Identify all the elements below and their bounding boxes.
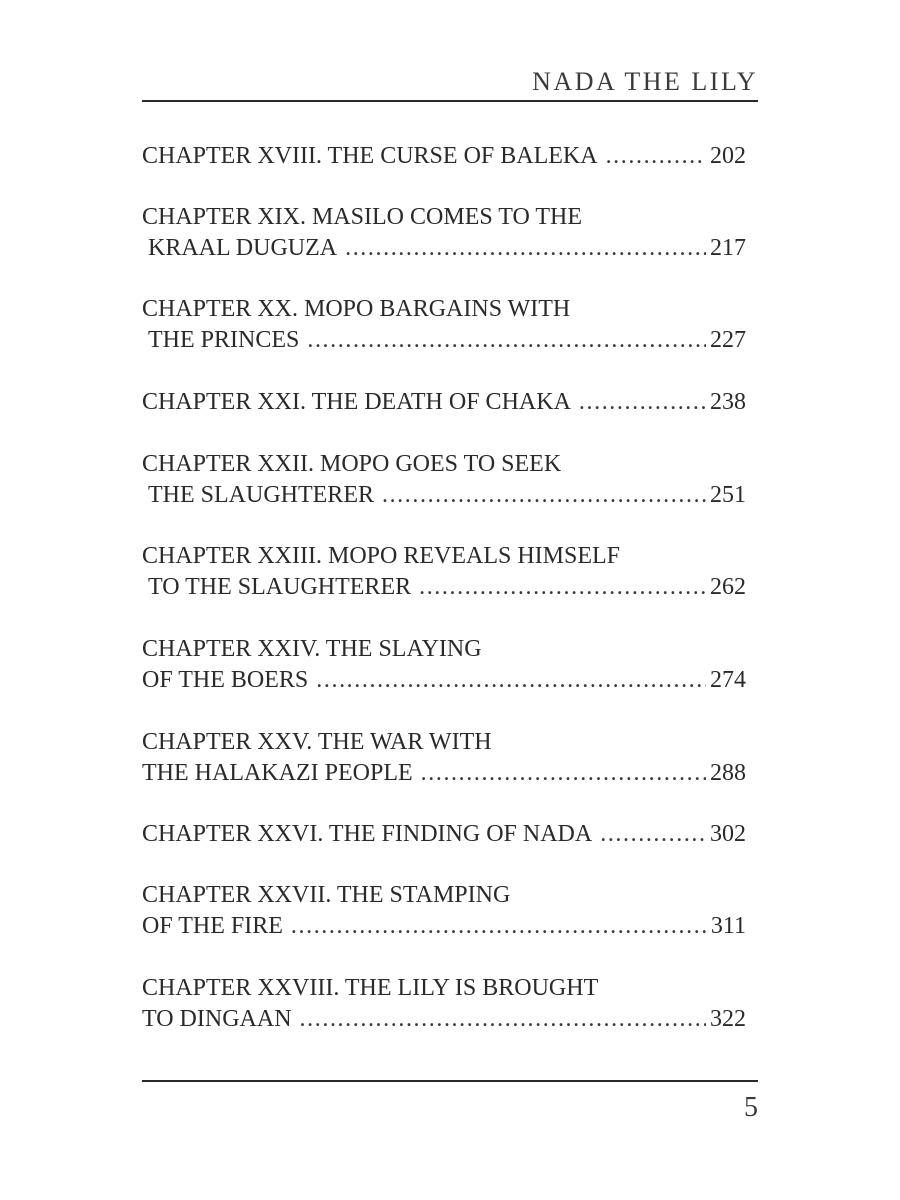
toc-entry <box>142 387 746 418</box>
page-number: 202 <box>710 143 746 169</box>
dot-leader <box>600 819 706 850</box>
dot-leader <box>345 233 706 264</box>
toc-line <box>142 202 746 233</box>
toc-line <box>142 449 746 480</box>
chapter-title-continuation: THE HALAKAZI PEOPLE <box>142 760 413 786</box>
toc-entry <box>142 541 746 603</box>
chapter-title-continuation: THE SLAUGHTERER <box>148 482 374 508</box>
page-number: 238 <box>710 389 746 415</box>
toc-entry <box>142 727 746 789</box>
running-head: NADA THE LILY <box>532 67 758 96</box>
chapter-title: CHAPTER XXI. THE DEATH OF CHAKA <box>142 389 571 415</box>
page-number: 302 <box>710 821 746 847</box>
toc-line <box>142 233 746 264</box>
chapter-title-continuation: OF THE BOERS <box>142 667 309 693</box>
chapter-title-continuation: TO DINGAAN <box>142 1006 292 1032</box>
chapter-title-continuation: OF THE FIRE <box>142 913 283 939</box>
chapter-title: CHAPTER XXII. MOPO GOES TO SEEK <box>142 451 562 477</box>
toc-entry <box>142 294 746 356</box>
page-number: 274 <box>710 667 746 693</box>
toc-line <box>142 665 746 696</box>
dot-leader <box>579 387 706 418</box>
toc-line <box>142 911 746 942</box>
dot-leader <box>291 911 707 942</box>
toc-entry <box>142 819 746 850</box>
chapter-title: CHAPTER XXVI. THE FINDING OF NADA <box>142 821 593 847</box>
toc-line <box>142 727 746 758</box>
page-number: 311 <box>710 913 746 939</box>
toc-line <box>142 973 746 1004</box>
toc-line <box>142 819 746 850</box>
footer-rule <box>142 1080 758 1082</box>
toc-entry <box>142 973 746 1035</box>
toc-line <box>142 758 746 789</box>
toc-line <box>142 141 746 172</box>
chapter-title: CHAPTER XXVIII. THE LILY IS BROUGHT <box>142 975 599 1001</box>
toc-entry <box>142 202 746 264</box>
toc-line <box>142 387 746 418</box>
toc-line <box>142 480 746 511</box>
chapter-title: CHAPTER XIX. MASILO COMES TO THE <box>142 204 583 230</box>
toc-line <box>142 541 746 572</box>
page-number: 217 <box>710 235 746 261</box>
chapter-title-continuation: THE PRINCES <box>148 327 300 353</box>
dot-leader <box>419 572 706 603</box>
dot-leader <box>606 141 706 172</box>
dot-leader <box>382 480 706 511</box>
chapter-title: CHAPTER XVIII. THE CURSE OF BALEKA <box>142 143 598 169</box>
toc-entry <box>142 449 746 511</box>
chapter-title-continuation: KRAAL DUGUZA <box>148 235 338 261</box>
dot-leader <box>300 1004 706 1035</box>
chapter-title: CHAPTER XX. MOPO BARGAINS WITH <box>142 296 571 322</box>
toc-line <box>142 880 746 911</box>
toc-line <box>142 1004 746 1035</box>
chapter-title-continuation: TO THE SLAUGHTERER <box>148 574 412 600</box>
toc-line <box>142 572 746 603</box>
chapter-title: CHAPTER XXV. THE WAR WITH <box>142 729 492 755</box>
chapter-title: CHAPTER XXIII. MOPO REVEALS HIMSELF <box>142 543 621 569</box>
page-number: 322 <box>710 1006 746 1032</box>
page-number: 288 <box>710 760 746 786</box>
toc-line <box>142 325 746 356</box>
toc-entry <box>142 141 746 172</box>
table-of-contents <box>142 0 746 1200</box>
toc-line <box>142 634 746 665</box>
dot-leader <box>316 665 706 696</box>
page-folio: 5 <box>744 1092 758 1123</box>
dot-leader <box>307 325 706 356</box>
page-number: 251 <box>710 482 746 508</box>
chapter-title: CHAPTER XXVII. THE STAMPING <box>142 882 511 908</box>
toc-entry <box>142 634 746 696</box>
page-number: 262 <box>710 574 746 600</box>
dot-leader <box>421 758 706 789</box>
toc-entry <box>142 880 746 942</box>
chapter-title: CHAPTER XXIV. THE SLAYING <box>142 636 482 662</box>
page-number: 227 <box>710 327 746 353</box>
toc-line <box>142 294 746 325</box>
